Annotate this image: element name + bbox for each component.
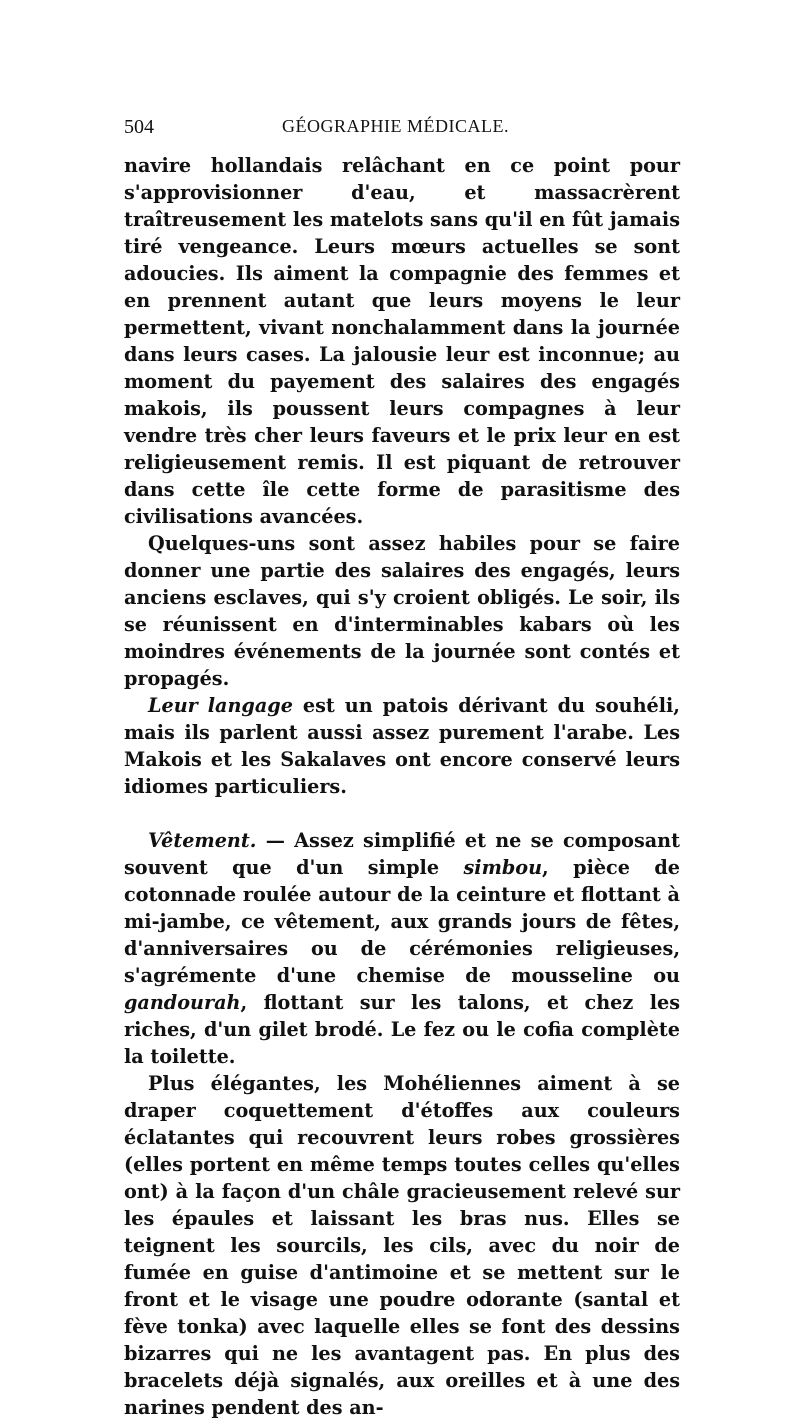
term-gandourah: gandourah [124,991,241,1014]
section-term-langage: Leur langage [148,694,293,717]
term-simbou: simbou [463,856,543,879]
page-number: 504 [124,116,154,138]
paragraph-4-text-c: , flottant sur les talons, et chez les riches, d'un gilet brodé. Le fez ou le cofia complète la toilette. [124,991,680,1068]
book-page [124,112,680,1421]
paragraph-4-text-a: — Assez simplifié et ne se composant souvent que d'un simple [124,829,680,879]
paragraph-1: navire hollandais relâchant en ce point pour s'approvisionner d'eau, et massacrèrent traîtreusement les matelots sans qu'il en fût jamais tiré vengeance. Leurs mœurs actuelles se sont adoucies. Ils aiment la compagnie des femmes et en prennent autant que leurs moyens le leur permettent, vivant nonchalamment dans la journée dans leurs cases. La jalousie leur est inconnue; au moment du payement des salaires des engagés makois, ils poussent leurs compagnes à leur vendre très cher leurs faveurs et le prix leur en est religieusement remis. Il est piquant de retrouver dans cette île cette forme de parasitisme des civilisations avancées. [124,154,681,528]
paragraph-5: Plus élégantes, les Mohéliennes aiment à se draper coquettement d'étoffes aux couleurs éclatantes qui recouvrent leurs robes grossières (elles portent en même temps toutes celles qu'elles ont) à la façon d'un châle gracieusement relevé sur les épaules et laissant les bras nus. Elles se teignent les sourcils, les cils, avec du noir de fumée en guise d'antimoine et se mettent sur le front et le visage une poudre odorante (santal et fève tonka) avec laquelle elles se font des dessins bizarres qui ne les avantagent pas. En plus des bracelets déjà signalés, aux oreilles et à une des narines pendent des an- [124,1072,680,1419]
running-head: GÉOGRAPHIE MÉDICALE. [282,116,509,136]
body-text [124,152,680,1421]
paragraph-4 [124,827,680,1070]
section-heading-vetement: Vêtement. [148,829,257,852]
paragraph-3 [124,692,680,800]
paragraph-3-text: est un patois dérivant du souhéli, mais ils parlent aussi assez purement l'arabe. Les Makois et les Sakalaves ont encore conservé leurs idiomes particuliers. [124,694,680,798]
section-gap [124,800,680,827]
page-header [124,112,680,152]
paragraph-2: Quelques-uns sont assez habiles pour se faire donner une partie des salaires des engagés, leurs anciens esclaves, qui s'y croient obligés. Le soir, ils se réunissent en d'interminables kabars où les moindres événements de la journée sont contés et propagés. [124,532,680,690]
paragraph-4-text-b: , pièce de cotonnade roulée autour de la ceinture et flottant à mi-jambe, ce vêtement, aux grands jours de fêtes, d'anniversaires ou de cérémonies religieuses, s'agrémente d'une chemise de mousseline ou [124,856,680,987]
